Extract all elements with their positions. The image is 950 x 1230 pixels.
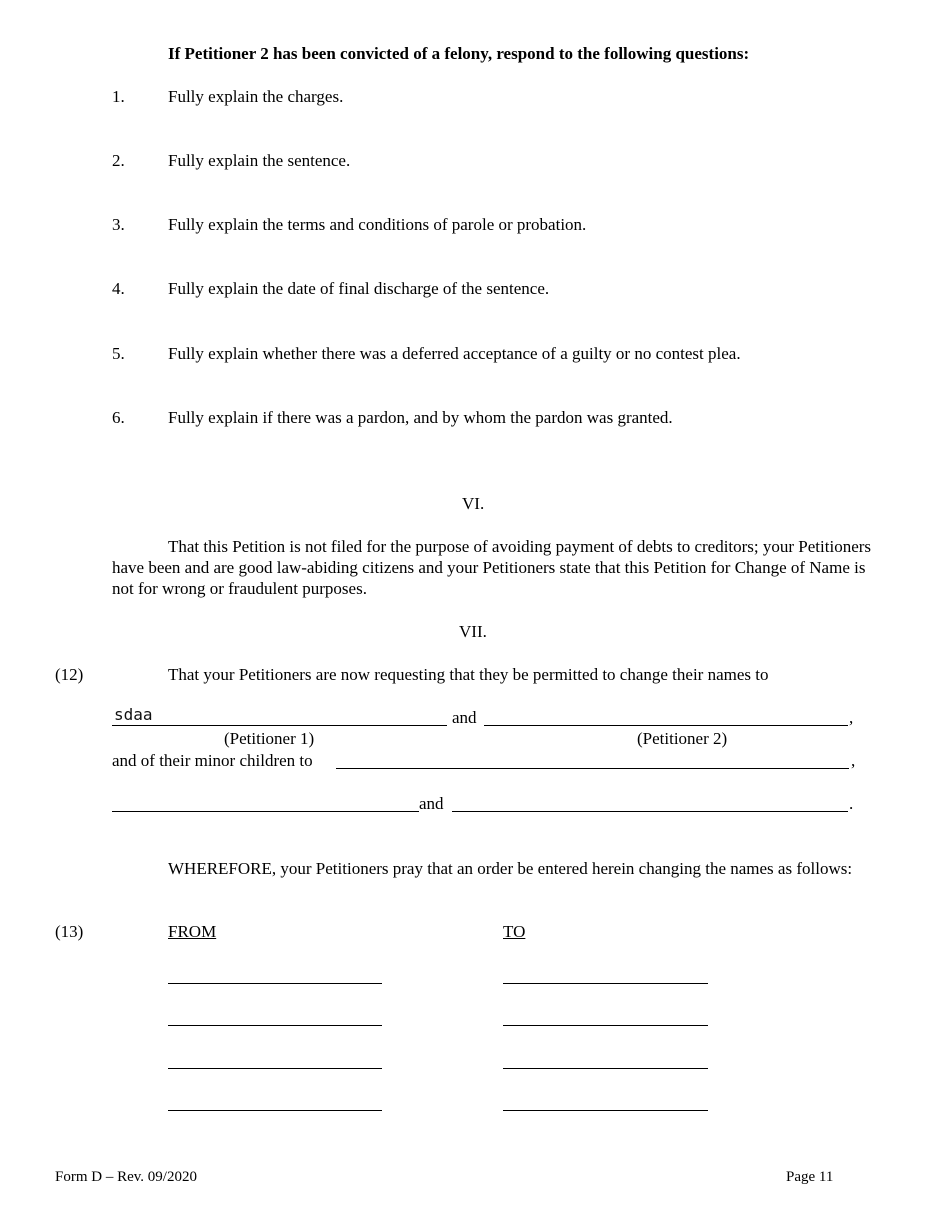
- from-name-field-4[interactable]: [168, 1089, 382, 1111]
- child-name-field-2[interactable]: [112, 790, 419, 812]
- page-number: Page 11: [786, 1169, 834, 1185]
- question-number: 1.: [112, 87, 125, 106]
- section-heading: If Petitioner 2 has been convicted of a felony, respond to the following questions:: [168, 44, 750, 63]
- petitioner1-caption: (Petitioner 1): [224, 729, 315, 748]
- section-vi-paragraph: That this Petition is not filed for the purpose of avoiding payment of debts to creditors; your Petitioners have been and are good law-abiding citizens and your Petitioners state that this Petition for Change of Name is not for wrong or fraudulent purposes.: [112, 537, 872, 598]
- question-text: Fully explain if there was a pardon, and by whom the pardon was granted.: [168, 408, 673, 427]
- section-vii-title: VII.: [459, 622, 487, 641]
- comma: ,: [849, 708, 854, 727]
- from-name-field-2[interactable]: [168, 1004, 382, 1026]
- item-number-13: (13): [55, 922, 84, 941]
- from-name-field-3[interactable]: [168, 1047, 382, 1069]
- question-text: Fully explain the terms and conditions of parole or probation.: [168, 215, 587, 234]
- from-column-header: FROM: [168, 922, 217, 941]
- to-name-field-3[interactable]: [503, 1047, 708, 1069]
- to-name-field-4[interactable]: [503, 1089, 708, 1111]
- section-vi-title: VI.: [462, 494, 485, 513]
- question-number: 4.: [112, 279, 125, 298]
- to-name-field-2[interactable]: [503, 1004, 708, 1026]
- to-name-field-1[interactable]: [503, 962, 708, 984]
- question-number: 3.: [112, 215, 125, 234]
- wherefore-paragraph: WHEREFORE, your Petitioners pray that an order be entered herein changing the names as follows:: [168, 859, 853, 878]
- question-text: Fully explain whether there was a deferred acceptance of a guilty or no contest plea.: [168, 344, 741, 363]
- question-text: Fully explain the charges.: [168, 87, 344, 106]
- name-change-request-text: That your Petitioners are now requesting that they be permitted to change their names to: [168, 665, 769, 684]
- question-number: 2.: [112, 151, 125, 170]
- petitioner2-new-name-field[interactable]: [484, 704, 848, 726]
- item-number-12: (12): [55, 665, 84, 684]
- petitioner2-caption: (Petitioner 2): [637, 729, 728, 748]
- minor-children-name-field[interactable]: [336, 747, 849, 769]
- child-name-field-3[interactable]: [452, 790, 848, 812]
- and-label: and: [419, 794, 444, 813]
- question-text: Fully explain the date of final discharge of the sentence.: [168, 279, 550, 298]
- from-name-field-1[interactable]: [168, 962, 382, 984]
- period: .: [849, 794, 854, 813]
- and-label: and: [452, 708, 477, 727]
- question-text: Fully explain the sentence.: [168, 151, 351, 170]
- minor-children-label: and of their minor children to: [112, 751, 313, 770]
- to-column-header: TO: [503, 922, 526, 941]
- question-number: 6.: [112, 408, 125, 427]
- petitioner1-new-name-field[interactable]: [112, 704, 447, 726]
- form-revision-label: Form D – Rev. 09/2020: [55, 1169, 197, 1185]
- comma: ,: [851, 751, 856, 770]
- question-number: 5.: [112, 344, 125, 363]
